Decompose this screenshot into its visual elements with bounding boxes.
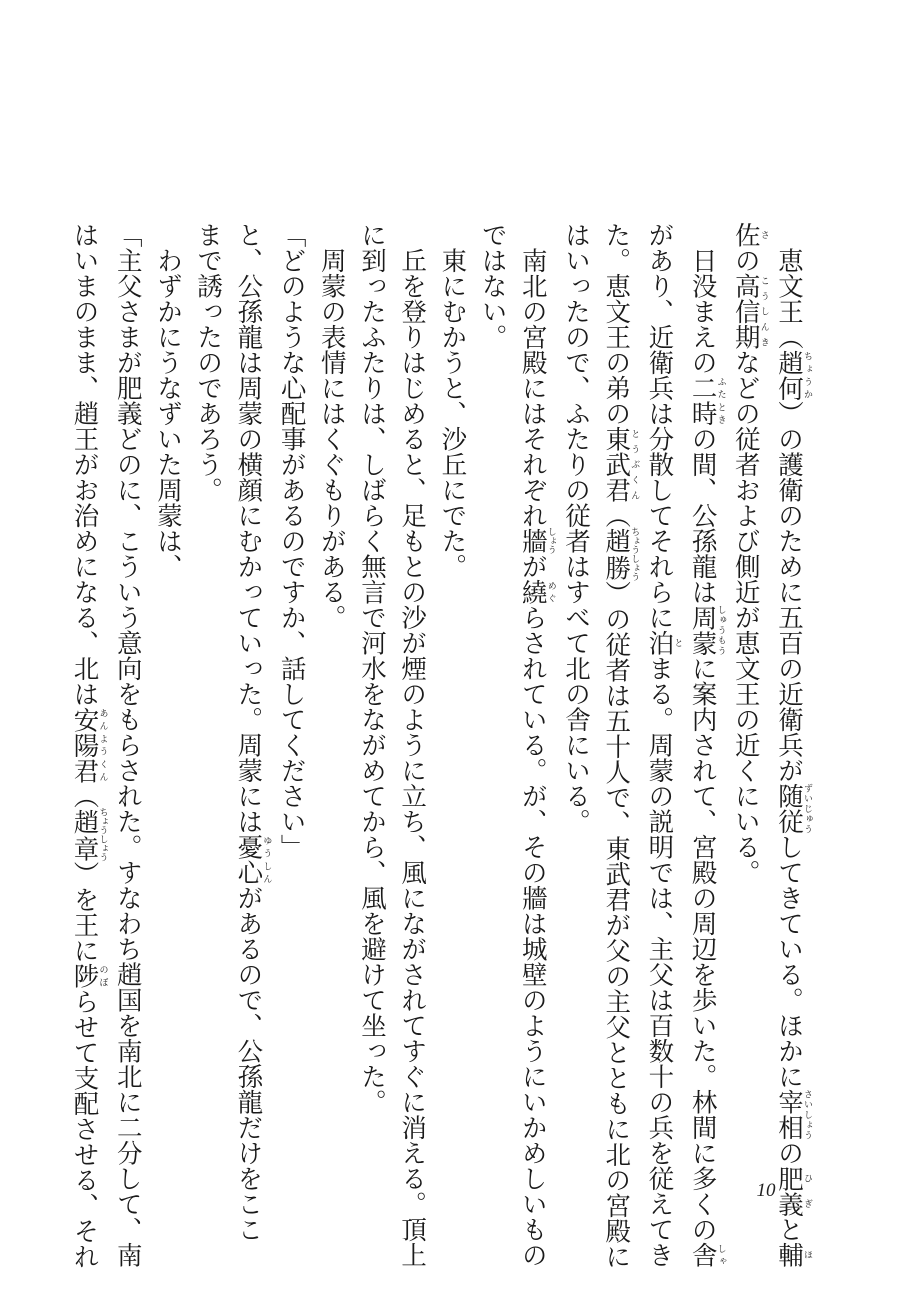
page-number: 10: [756, 1180, 776, 1201]
text-run: ）を王に: [69, 861, 100, 963]
text-run: た。恵文王の弟の: [601, 222, 632, 426]
text-run: の: [730, 247, 761, 273]
text-run: 恵文王: [774, 222, 804, 324]
ruby-base: 趙何: [774, 349, 804, 401]
text-run: 周蒙の表情にはくぐもりがある。: [316, 222, 347, 630]
text-run: まで誘ったのであろう。: [193, 222, 224, 503]
ruby-base: 東武君: [601, 426, 632, 503]
text-line: [513, 222, 556, 1268]
ruby-word: [601, 527, 640, 582]
ruby-base: 二時: [687, 375, 718, 426]
text-run: が: [517, 553, 548, 579]
text-run: 「どのような心配事があるのですか、話してください」: [276, 222, 307, 860]
ruby-base: 趙勝: [601, 527, 632, 582]
ruby-reading: ほ: [802, 1242, 812, 1268]
ruby-reading: さいしょう: [802, 1089, 812, 1140]
ruby-base: 周蒙: [687, 604, 718, 656]
ruby-base: 佐: [730, 222, 761, 248]
ruby-base: 牆: [517, 527, 548, 555]
text-run: の間、公孫龍は: [687, 426, 718, 605]
ruby-base: 繞: [517, 579, 548, 605]
text-line: [64, 222, 108, 1269]
ruby-word: [233, 834, 272, 885]
ruby-reading: ふたとき: [715, 375, 726, 426]
ruby-reading: ゆうしん: [261, 834, 272, 885]
ruby-word: [774, 349, 812, 401]
ruby-reading: とうぶくん: [629, 426, 640, 503]
text-run: ）の従者は五十人で、東武君が父の主父とともに北の宮殿に: [601, 580, 632, 1269]
ruby-word: [774, 1089, 812, 1140]
ruby-base: 輔: [774, 1242, 804, 1268]
ruby-reading: しょう: [545, 527, 556, 555]
text-run: 日没まえの: [687, 222, 718, 375]
text-run: 「主父さまが肥義どのに、こういう意向をもらされた。すなわち趙国を南北に二分して、南: [112, 222, 143, 1268]
text-run: の: [774, 1140, 804, 1166]
ruby-reading: しゅうもう: [715, 604, 726, 656]
text-run: があるので、公孫龍だけをここ: [233, 885, 264, 1242]
text-line: [312, 222, 352, 1182]
text-run: ）の護衛のために五百の近衛兵が: [774, 400, 804, 783]
text-line: [682, 222, 726, 1268]
ruby-reading: ちょうか: [802, 349, 812, 401]
ruby-word: [730, 222, 769, 248]
text-line: [352, 222, 392, 1182]
ruby-reading: しゃ: [715, 1242, 726, 1268]
text-run: 丘を登りはじめると、足もとの沙が煙のように立ち、風にながされてすぐに消える。頂上: [397, 222, 428, 1268]
text-run: らせて支配させる、それ: [69, 988, 100, 1269]
ruby-base: 舎: [687, 1242, 718, 1268]
ruby-word: [601, 426, 640, 503]
ruby-reading: さ: [758, 222, 769, 248]
text-line: [726, 222, 769, 1182]
ruby-base: 随従: [774, 783, 804, 834]
text-line: [769, 222, 812, 1268]
ruby-reading: こうしんき: [758, 273, 769, 350]
text-run: してきている。ほかに: [774, 834, 804, 1089]
ruby-word: [687, 375, 726, 426]
ruby-word: [69, 963, 108, 989]
ruby-base: 高信期: [730, 273, 761, 350]
text-line: [556, 222, 596, 1182]
ruby-reading: ずいじゅう: [802, 783, 812, 834]
ruby-base: 泊: [644, 630, 675, 656]
ruby-reading: あんようくん: [97, 706, 108, 783]
text-run: はいったので、ふたりの従者はすべて北の舎にいる。: [560, 222, 591, 834]
text-run: はいまのまま、趙王がお治めになる、北は: [69, 222, 100, 707]
text-run: わずかにうなずいた周蒙は、: [152, 222, 183, 579]
ruby-word: [687, 1242, 726, 1268]
text-run: と: [774, 1216, 804, 1242]
text-run: （: [601, 502, 632, 528]
text-line: [639, 222, 683, 1268]
text-run: （: [774, 324, 804, 350]
text-run: 東にむかうと、沙丘にでた。: [437, 222, 468, 579]
ruby-word: [687, 604, 726, 656]
text-line: [432, 222, 472, 1182]
text-line: [596, 222, 640, 1269]
text-run: と、公孫龍は周蒙の横顔にむかっていった。周蒙には: [233, 222, 264, 834]
ruby-base: 宰相: [774, 1089, 804, 1140]
text-run: 南北の宮殿にはそれぞれ: [517, 222, 548, 528]
ruby-reading: ひぎ: [802, 1165, 812, 1217]
ruby-word: [774, 783, 812, 834]
text-run: （: [69, 783, 100, 809]
ruby-word: [730, 273, 769, 350]
ruby-base: 肥義: [774, 1165, 804, 1217]
ruby-word: [69, 706, 108, 784]
text-line: [108, 222, 148, 1268]
ruby-reading: と: [672, 630, 683, 656]
text-run: まる。周蒙の説明では、主父は百数十の兵を従えてき: [644, 655, 675, 1268]
ruby-reading: ちょうしょう: [629, 527, 640, 582]
ruby-word: [774, 1242, 812, 1268]
ruby-word: [517, 527, 556, 555]
ruby-reading: のぼ: [97, 963, 108, 989]
text-line: [148, 222, 188, 1182]
ruby-word: [644, 630, 683, 656]
text-line: [392, 222, 432, 1268]
ruby-base: 趙章: [69, 807, 100, 862]
ruby-base: 陟: [69, 963, 100, 989]
ruby-word: [69, 807, 108, 862]
text-line: [228, 222, 272, 1242]
text-run: に案内されて、宮殿の周辺を歩いた。林間に多くの: [687, 655, 718, 1242]
text-run: があり、近衛兵は分散してそれらに: [644, 222, 675, 630]
text-line: [271, 222, 311, 1182]
text-run: などの従者および側近が恵文王の近くにいる。: [730, 349, 761, 885]
ruby-base: 安陽君: [69, 706, 100, 783]
text-line: [188, 222, 228, 1182]
text-run: らされている。が、その牆は城壁のようにいかめしいもの: [517, 604, 548, 1268]
ruby-base: 憂心: [233, 834, 264, 885]
ruby-reading: めぐ: [545, 579, 556, 605]
ruby-word: [517, 579, 556, 605]
ruby-reading: ちょうしょう: [97, 807, 108, 862]
text-line: [472, 222, 512, 1182]
text-run: に到ったふたりは、しばらく無言で河水をながめてから、風を避けて坐った。: [356, 222, 387, 1115]
text-run: ではない。: [477, 222, 508, 350]
